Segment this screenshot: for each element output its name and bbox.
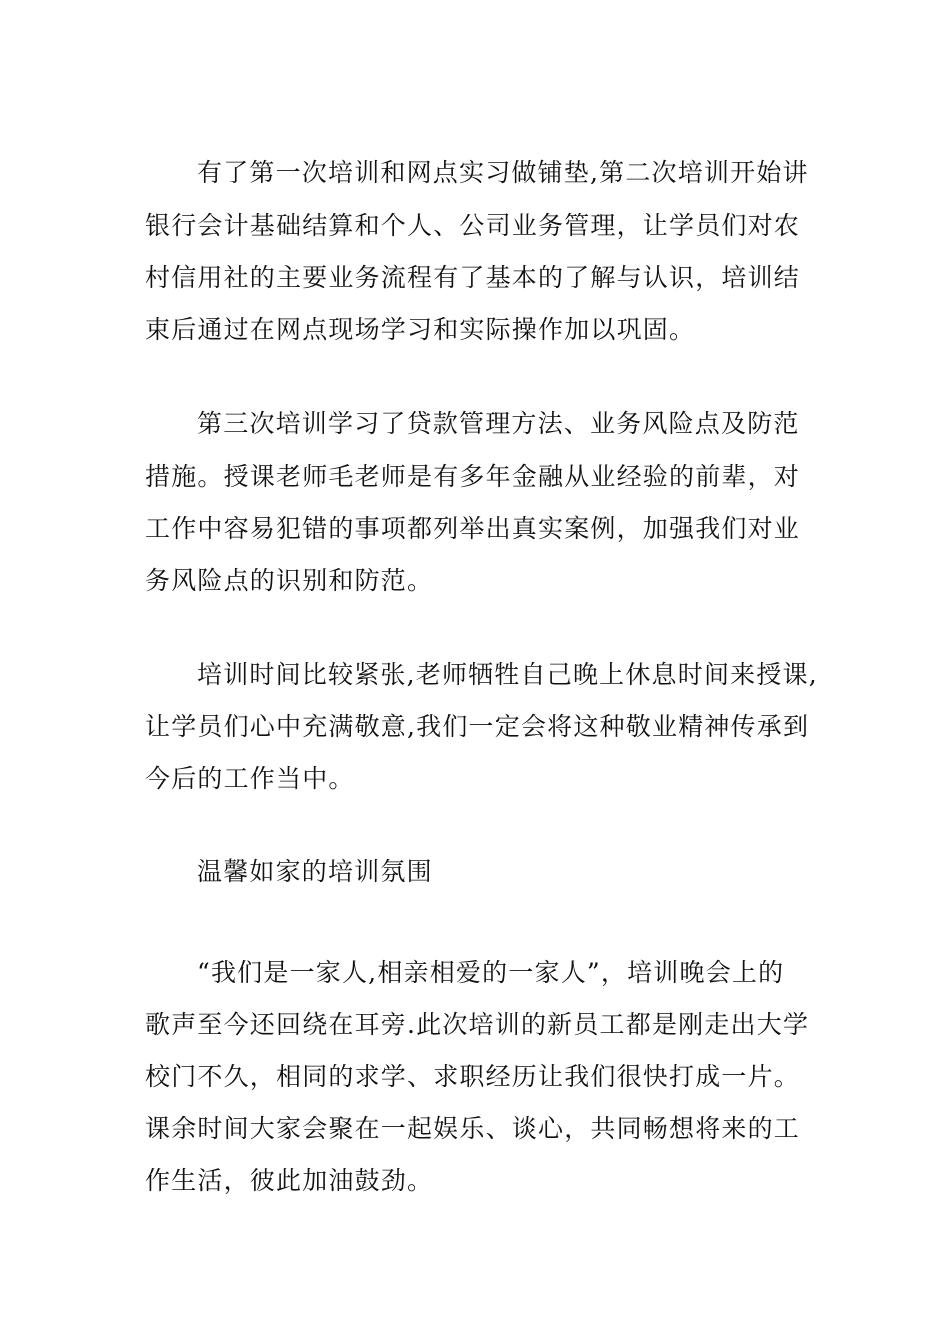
section-heading: 温馨如家的培训氛围 <box>197 857 433 886</box>
paragraph-5-line-3: 校门不久，相同的求学、求职经历让我们很快打成一片。 <box>145 1062 801 1091</box>
paragraph-1-line-2: 银行会计基础结算和个人、公司业务管理，让学员们对农 <box>145 211 801 240</box>
paragraph-5-line-1: “我们是一家人,相亲相爱的一家人”，培训晚会上的 <box>197 958 785 987</box>
paragraph-1-line-1: 有了第一次培训和网点实习做铺垫,第二次培训开始讲 <box>197 158 809 187</box>
paragraph-2-line-3: 工作中容易犯错的事项都列举出真实案例，加强我们对业 <box>145 514 801 543</box>
paragraph-1-line-3: 村信用社的主要业务流程有了基本的了解与认识，培训结 <box>145 263 801 292</box>
paragraph-3-line-3: 今后的工作当中。 <box>145 764 355 793</box>
paragraph-2-line-1: 第三次培训学习了贷款管理方法、业务风险点及防范 <box>197 409 800 438</box>
paragraph-5-line-2: 歌声至今还回绕在耳旁.此次培训的新员工都是刚走出大学 <box>145 1010 810 1039</box>
paragraph-2-line-2: 措施。授课老师毛老师是有多年金融从业经验的前辈，对 <box>145 462 801 491</box>
paragraph-5-line-4: 课余时间大家会聚在一起娱乐、谈心，共同畅想将来的工 <box>145 1114 801 1143</box>
paragraph-3-line-1: 培训时间比较紧张,老师牺牲自己晚上休息时间来授课, <box>197 660 818 689</box>
paragraph-5-line-5: 作生活，彼此加油鼓劲。 <box>145 1166 434 1195</box>
paragraph-3-line-2: 让学员们心中充满敬意,我们一定会将这种敬业精神传承到 <box>145 712 810 741</box>
paragraph-2-line-4: 务风险点的识别和防范。 <box>145 566 434 595</box>
paragraph-1-line-4: 束后通过在网点现场学习和实际操作加以巩固。 <box>145 315 696 344</box>
